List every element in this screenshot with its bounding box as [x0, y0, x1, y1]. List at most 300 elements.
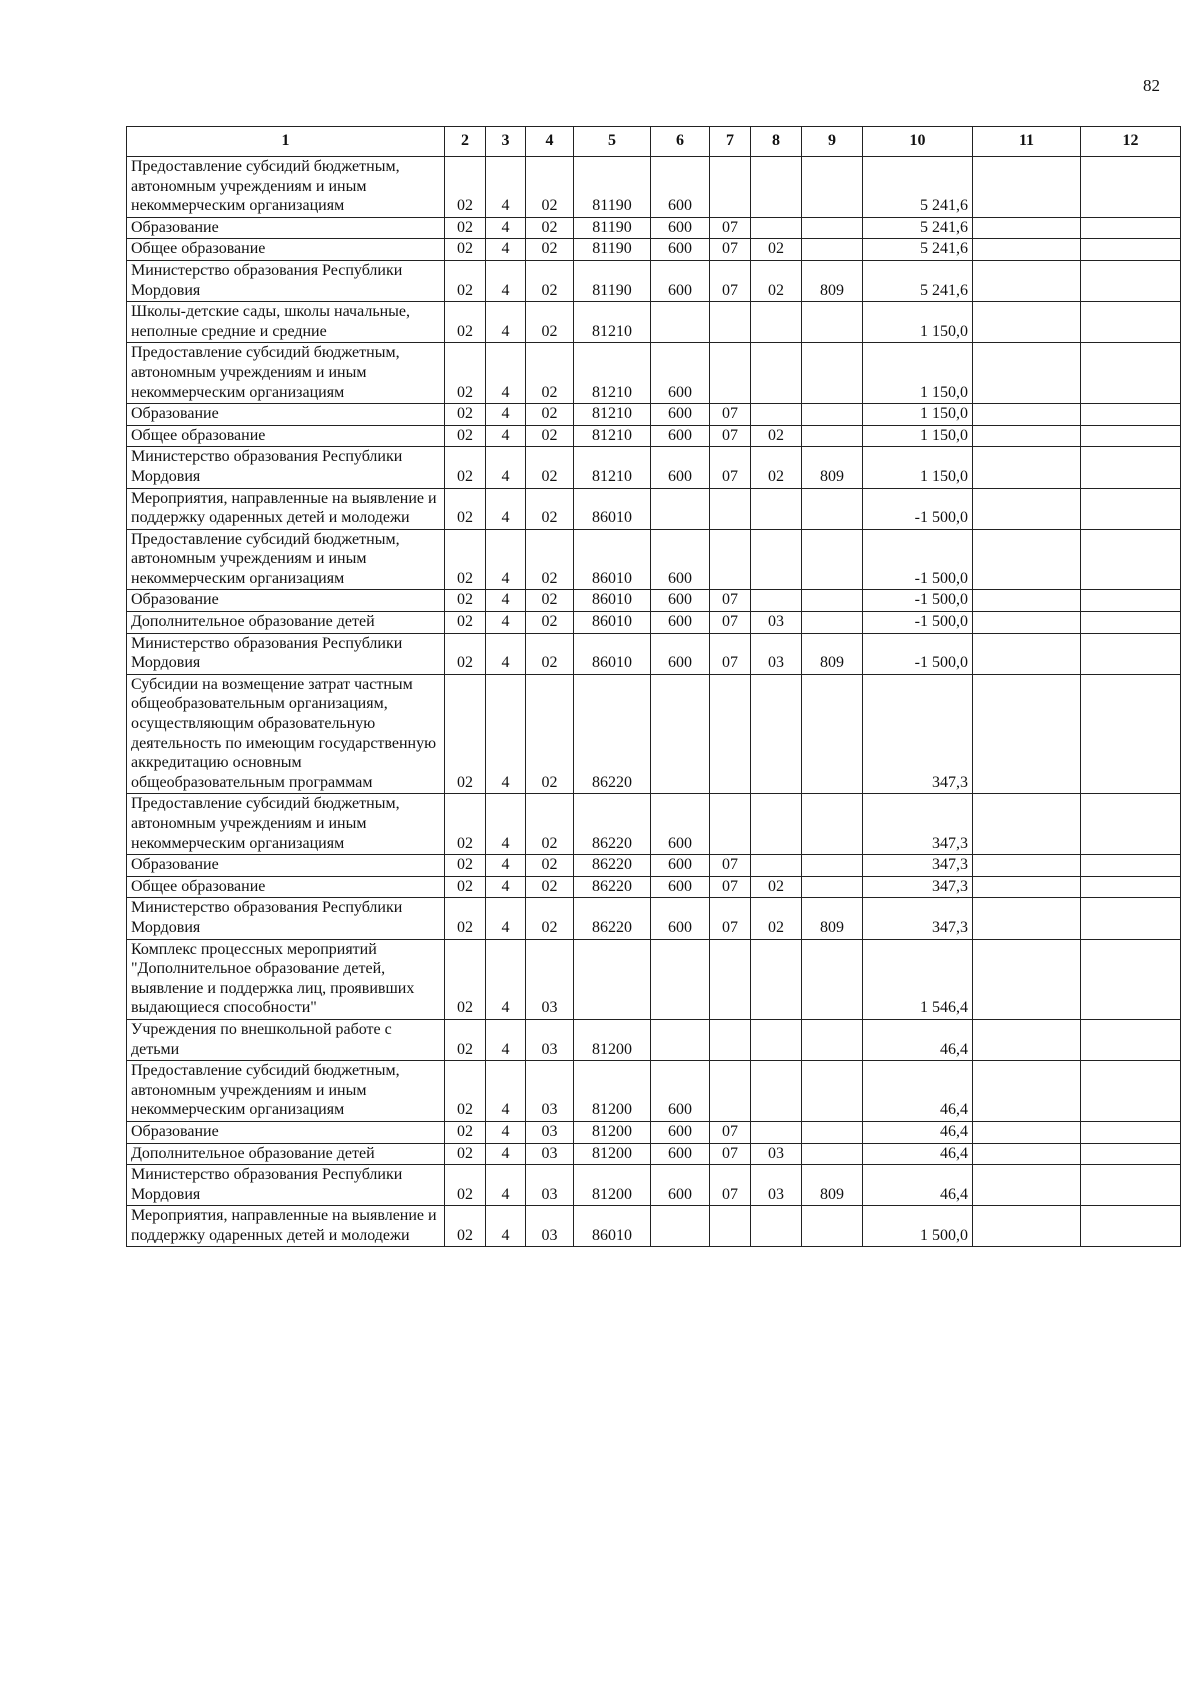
- code-cell: 809: [802, 260, 863, 301]
- code-cell: 600: [651, 217, 710, 239]
- code-cell: [751, 590, 802, 612]
- column-header: 11: [973, 127, 1081, 157]
- code-cell: 86220: [574, 674, 651, 794]
- col11-cell: [973, 404, 1081, 426]
- code-cell: 02: [445, 939, 486, 1019]
- col12-cell: [1081, 939, 1181, 1019]
- code-cell: [751, 794, 802, 855]
- col11-cell: [973, 1121, 1081, 1143]
- code-cell: [710, 343, 751, 404]
- col11-cell: [973, 239, 1081, 261]
- code-cell: 02: [445, 674, 486, 794]
- code-cell: 4: [486, 260, 526, 301]
- code-cell: 02: [445, 157, 486, 218]
- code-cell: 86010: [574, 633, 651, 674]
- code-cell: 02: [526, 590, 574, 612]
- code-cell: 02: [526, 447, 574, 488]
- row-name-cell: Образование: [127, 855, 445, 877]
- code-cell: 02: [445, 260, 486, 301]
- code-cell: 03: [526, 1121, 574, 1143]
- code-cell: 02: [526, 876, 574, 898]
- code-cell: 81200: [574, 1121, 651, 1143]
- code-cell: 02: [445, 1061, 486, 1122]
- amount-cell: 46,4: [863, 1143, 973, 1165]
- code-cell: 81190: [574, 217, 651, 239]
- table-row: [127, 876, 1181, 898]
- code-cell: 02: [445, 876, 486, 898]
- code-cell: 07: [710, 425, 751, 447]
- table-row: [127, 425, 1181, 447]
- code-cell: 4: [486, 302, 526, 343]
- code-cell: 02: [445, 302, 486, 343]
- code-cell: 07: [710, 855, 751, 877]
- col11-cell: [973, 217, 1081, 239]
- code-cell: 4: [486, 529, 526, 590]
- code-cell: [651, 1019, 710, 1060]
- amount-cell: 5 241,6: [863, 260, 973, 301]
- code-cell: 600: [651, 425, 710, 447]
- code-cell: [802, 239, 863, 261]
- code-cell: [710, 302, 751, 343]
- code-cell: [710, 794, 751, 855]
- col12-cell: [1081, 529, 1181, 590]
- col12-cell: [1081, 260, 1181, 301]
- col11-cell: [973, 633, 1081, 674]
- header-row: [127, 127, 1181, 157]
- code-cell: 07: [710, 260, 751, 301]
- code-cell: 02: [445, 529, 486, 590]
- code-cell: 81210: [574, 404, 651, 426]
- code-cell: [710, 1206, 751, 1247]
- code-cell: 600: [651, 590, 710, 612]
- code-cell: 4: [486, 239, 526, 261]
- col12-cell: [1081, 343, 1181, 404]
- amount-cell: 347,3: [863, 898, 973, 939]
- table-row: [127, 674, 1181, 794]
- code-cell: [802, 302, 863, 343]
- code-cell: 02: [445, 1165, 486, 1206]
- code-cell: 02: [445, 217, 486, 239]
- code-cell: 02: [526, 425, 574, 447]
- code-cell: [802, 590, 863, 612]
- code-cell: 02: [526, 239, 574, 261]
- row-name-cell: Предоставление субсидий бюджетным, автономным учреждениям и иным некоммерческим организациям: [127, 343, 445, 404]
- col12-cell: [1081, 404, 1181, 426]
- code-cell: 4: [486, 1165, 526, 1206]
- code-cell: [651, 302, 710, 343]
- amount-cell: 46,4: [863, 1061, 973, 1122]
- col12-cell: [1081, 1061, 1181, 1122]
- table-row: [127, 633, 1181, 674]
- column-header: 9: [802, 127, 863, 157]
- code-cell: 02: [526, 260, 574, 301]
- table-row: [127, 794, 1181, 855]
- row-name-cell: Образование: [127, 1121, 445, 1143]
- code-cell: 07: [710, 633, 751, 674]
- column-header: 2: [445, 127, 486, 157]
- amount-cell: 347,3: [863, 674, 973, 794]
- code-cell: 86220: [574, 876, 651, 898]
- code-cell: [751, 939, 802, 1019]
- code-cell: 81210: [574, 343, 651, 404]
- code-cell: 81210: [574, 302, 651, 343]
- code-cell: [651, 939, 710, 1019]
- code-cell: 4: [486, 590, 526, 612]
- code-cell: 02: [445, 488, 486, 529]
- code-cell: [751, 157, 802, 218]
- code-cell: 81200: [574, 1061, 651, 1122]
- table-row: [127, 1019, 1181, 1060]
- code-cell: [751, 674, 802, 794]
- code-cell: 81200: [574, 1165, 651, 1206]
- code-cell: 02: [526, 612, 574, 634]
- col11-cell: [973, 855, 1081, 877]
- code-cell: [802, 404, 863, 426]
- column-header: 1: [127, 127, 445, 157]
- code-cell: 600: [651, 898, 710, 939]
- code-cell: 4: [486, 855, 526, 877]
- col11-cell: [973, 939, 1081, 1019]
- code-cell: [802, 794, 863, 855]
- col12-cell: [1081, 488, 1181, 529]
- code-cell: 07: [710, 1165, 751, 1206]
- code-cell: 81190: [574, 260, 651, 301]
- table-body: [127, 157, 1181, 1247]
- code-cell: 600: [651, 1061, 710, 1122]
- code-cell: [802, 939, 863, 1019]
- code-cell: [751, 855, 802, 877]
- code-cell: 02: [526, 404, 574, 426]
- row-name-cell: Субсидии на возмещение затрат частным общеобразовательным организациям, осуществляющим образовательную деятельность по имеющим государственную аккредитацию основным общеобразовательным программам: [127, 674, 445, 794]
- amount-cell: -1 500,0: [863, 529, 973, 590]
- code-cell: 02: [445, 794, 486, 855]
- amount-cell: 1 500,0: [863, 1206, 973, 1247]
- code-cell: 02: [526, 898, 574, 939]
- row-name-cell: Предоставление субсидий бюджетным, автономным учреждениям и иным некоммерческим организациям: [127, 1061, 445, 1122]
- code-cell: 03: [751, 612, 802, 634]
- amount-cell: -1 500,0: [863, 488, 973, 529]
- code-cell: 4: [486, 217, 526, 239]
- code-cell: 02: [526, 633, 574, 674]
- code-cell: [751, 217, 802, 239]
- col12-cell: [1081, 855, 1181, 877]
- code-cell: 600: [651, 612, 710, 634]
- col11-cell: [973, 343, 1081, 404]
- code-cell: 02: [445, 1143, 486, 1165]
- row-name-cell: Образование: [127, 590, 445, 612]
- col12-cell: [1081, 239, 1181, 261]
- code-cell: 600: [651, 1121, 710, 1143]
- table-row: [127, 590, 1181, 612]
- code-cell: 4: [486, 1206, 526, 1247]
- code-cell: [710, 939, 751, 1019]
- code-cell: 86010: [574, 529, 651, 590]
- row-name-cell: Предоставление субсидий бюджетным, автономным учреждениям и иным некоммерческим организациям: [127, 794, 445, 855]
- code-cell: 02: [445, 343, 486, 404]
- code-cell: [751, 1206, 802, 1247]
- code-cell: 02: [445, 447, 486, 488]
- amount-cell: -1 500,0: [863, 633, 973, 674]
- code-cell: [802, 1019, 863, 1060]
- col11-cell: [973, 1206, 1081, 1247]
- row-name-cell: Министерство образования Республики Мордовия: [127, 898, 445, 939]
- row-name-cell: Министерство образования Республики Мордовия: [127, 633, 445, 674]
- code-cell: 81190: [574, 157, 651, 218]
- column-header: 5: [574, 127, 651, 157]
- col11-cell: [973, 674, 1081, 794]
- column-header: 3: [486, 127, 526, 157]
- code-cell: [751, 488, 802, 529]
- code-cell: 02: [445, 404, 486, 426]
- col12-cell: [1081, 1165, 1181, 1206]
- col12-cell: [1081, 794, 1181, 855]
- code-cell: 02: [526, 855, 574, 877]
- code-cell: 02: [445, 590, 486, 612]
- column-header: 8: [751, 127, 802, 157]
- table-row: [127, 260, 1181, 301]
- code-cell: [751, 404, 802, 426]
- code-cell: 02: [445, 239, 486, 261]
- code-cell: [751, 529, 802, 590]
- row-name-cell: Мероприятия, направленные на выявление и поддержку одаренных детей и молодежи: [127, 488, 445, 529]
- code-cell: 809: [802, 898, 863, 939]
- code-cell: 86010: [574, 1206, 651, 1247]
- code-cell: 02: [445, 633, 486, 674]
- code-cell: 03: [526, 1143, 574, 1165]
- amount-cell: 5 241,6: [863, 217, 973, 239]
- row-name-cell: Школы-детские сады, школы начальные, неполные средние и средние: [127, 302, 445, 343]
- code-cell: 600: [651, 447, 710, 488]
- code-cell: [802, 1061, 863, 1122]
- col12-cell: [1081, 590, 1181, 612]
- code-cell: [751, 343, 802, 404]
- table-row: [127, 157, 1181, 218]
- code-cell: 4: [486, 343, 526, 404]
- code-cell: [751, 302, 802, 343]
- col12-cell: [1081, 876, 1181, 898]
- code-cell: 4: [486, 633, 526, 674]
- code-cell: 02: [445, 855, 486, 877]
- table-row: [127, 1206, 1181, 1247]
- row-name-cell: Общее образование: [127, 876, 445, 898]
- code-cell: 809: [802, 447, 863, 488]
- column-header: 6: [651, 127, 710, 157]
- col12-cell: [1081, 898, 1181, 939]
- col12-cell: [1081, 425, 1181, 447]
- col12-cell: [1081, 1121, 1181, 1143]
- amount-cell: 1 150,0: [863, 343, 973, 404]
- row-name-cell: Общее образование: [127, 425, 445, 447]
- code-cell: [574, 939, 651, 1019]
- row-name-cell: Министерство образования Республики Мордовия: [127, 447, 445, 488]
- code-cell: 600: [651, 404, 710, 426]
- row-name-cell: Предоставление субсидий бюджетным, автономным учреждениям и иным некоммерческим организациям: [127, 157, 445, 218]
- code-cell: 03: [526, 1165, 574, 1206]
- amount-cell: 46,4: [863, 1165, 973, 1206]
- code-cell: 81210: [574, 447, 651, 488]
- amount-cell: 5 241,6: [863, 239, 973, 261]
- code-cell: 03: [526, 939, 574, 1019]
- code-cell: [802, 425, 863, 447]
- code-cell: 02: [445, 898, 486, 939]
- code-cell: 81190: [574, 239, 651, 261]
- col12-cell: [1081, 217, 1181, 239]
- col12-cell: [1081, 612, 1181, 634]
- amount-cell: -1 500,0: [863, 590, 973, 612]
- code-cell: 02: [526, 157, 574, 218]
- code-cell: 600: [651, 239, 710, 261]
- code-cell: [802, 855, 863, 877]
- code-cell: 02: [526, 302, 574, 343]
- code-cell: 4: [486, 488, 526, 529]
- code-cell: 03: [751, 633, 802, 674]
- code-cell: 4: [486, 1121, 526, 1143]
- row-name-cell: Комплекс процессных мероприятий "Дополнительное образование детей, выявление и поддержка лиц, проявивших выдающиеся способности": [127, 939, 445, 1019]
- amount-cell: 347,3: [863, 794, 973, 855]
- code-cell: [802, 674, 863, 794]
- code-cell: 07: [710, 447, 751, 488]
- code-cell: 86220: [574, 794, 651, 855]
- code-cell: 02: [751, 425, 802, 447]
- amount-cell: 1 546,4: [863, 939, 973, 1019]
- code-cell: 81210: [574, 425, 651, 447]
- table-row: [127, 447, 1181, 488]
- code-cell: [710, 157, 751, 218]
- col11-cell: [973, 590, 1081, 612]
- amount-cell: -1 500,0: [863, 612, 973, 634]
- code-cell: 600: [651, 1165, 710, 1206]
- table-row: [127, 217, 1181, 239]
- code-cell: 4: [486, 404, 526, 426]
- code-cell: 02: [445, 1019, 486, 1060]
- code-cell: 02: [526, 794, 574, 855]
- code-cell: [751, 1061, 802, 1122]
- col11-cell: [973, 794, 1081, 855]
- code-cell: [802, 1121, 863, 1143]
- code-cell: 07: [710, 1143, 751, 1165]
- code-cell: 02: [751, 260, 802, 301]
- code-cell: 86220: [574, 898, 651, 939]
- code-cell: 03: [526, 1019, 574, 1060]
- code-cell: 81200: [574, 1143, 651, 1165]
- col12-cell: [1081, 1206, 1181, 1247]
- code-cell: 03: [526, 1206, 574, 1247]
- col11-cell: [973, 1143, 1081, 1165]
- column-header: 10: [863, 127, 973, 157]
- code-cell: 86010: [574, 488, 651, 529]
- row-name-cell: Общее образование: [127, 239, 445, 261]
- row-name-cell: Учреждения по внешкольной работе с детьми: [127, 1019, 445, 1060]
- code-cell: [802, 1206, 863, 1247]
- col12-cell: [1081, 633, 1181, 674]
- amount-cell: 46,4: [863, 1121, 973, 1143]
- code-cell: 86010: [574, 590, 651, 612]
- table-row: [127, 302, 1181, 343]
- code-cell: [710, 488, 751, 529]
- table-row: [127, 529, 1181, 590]
- code-cell: 07: [710, 217, 751, 239]
- row-name-cell: Министерство образования Республики Мордовия: [127, 1165, 445, 1206]
- col11-cell: [973, 425, 1081, 447]
- code-cell: [802, 1143, 863, 1165]
- col12-cell: [1081, 1143, 1181, 1165]
- table-row: [127, 488, 1181, 529]
- code-cell: 07: [710, 1121, 751, 1143]
- row-name-cell: Дополнительное образование детей: [127, 1143, 445, 1165]
- code-cell: 600: [651, 633, 710, 674]
- amount-cell: 1 150,0: [863, 302, 973, 343]
- code-cell: 02: [445, 425, 486, 447]
- table-row: [127, 1165, 1181, 1206]
- code-cell: 4: [486, 425, 526, 447]
- code-cell: 809: [802, 1165, 863, 1206]
- col11-cell: [973, 302, 1081, 343]
- amount-cell: 5 241,6: [863, 157, 973, 218]
- column-header: 4: [526, 127, 574, 157]
- col11-cell: [973, 447, 1081, 488]
- code-cell: 86220: [574, 855, 651, 877]
- page-number: 82: [1143, 76, 1160, 95]
- code-cell: 02: [526, 674, 574, 794]
- code-cell: 02: [445, 1121, 486, 1143]
- code-cell: [651, 1206, 710, 1247]
- code-cell: 4: [486, 898, 526, 939]
- amount-cell: 46,4: [863, 1019, 973, 1060]
- code-cell: 4: [486, 1143, 526, 1165]
- code-cell: 03: [751, 1165, 802, 1206]
- code-cell: 02: [526, 488, 574, 529]
- col12-cell: [1081, 157, 1181, 218]
- code-cell: [802, 343, 863, 404]
- col11-cell: [973, 1165, 1081, 1206]
- table-row: [127, 404, 1181, 426]
- column-header: 7: [710, 127, 751, 157]
- code-cell: [802, 612, 863, 634]
- code-cell: 600: [651, 855, 710, 877]
- code-cell: 4: [486, 794, 526, 855]
- code-cell: [651, 674, 710, 794]
- code-cell: 02: [751, 876, 802, 898]
- col12-cell: [1081, 302, 1181, 343]
- code-cell: 600: [651, 260, 710, 301]
- amount-cell: 1 150,0: [863, 447, 973, 488]
- code-cell: [710, 529, 751, 590]
- code-cell: 02: [445, 612, 486, 634]
- code-cell: 02: [526, 529, 574, 590]
- amount-cell: 347,3: [863, 876, 973, 898]
- table-row: [127, 343, 1181, 404]
- code-cell: 4: [486, 447, 526, 488]
- table-row: [127, 1143, 1181, 1165]
- col11-cell: [973, 1019, 1081, 1060]
- table-row: [127, 939, 1181, 1019]
- col11-cell: [973, 488, 1081, 529]
- code-cell: 02: [526, 343, 574, 404]
- code-cell: 02: [751, 239, 802, 261]
- code-cell: 600: [651, 529, 710, 590]
- code-cell: 02: [445, 1206, 486, 1247]
- code-cell: 03: [751, 1143, 802, 1165]
- code-cell: [802, 217, 863, 239]
- code-cell: 600: [651, 794, 710, 855]
- amount-cell: 347,3: [863, 855, 973, 877]
- table-row: [127, 612, 1181, 634]
- code-cell: 07: [710, 876, 751, 898]
- code-cell: 07: [710, 590, 751, 612]
- col11-cell: [973, 260, 1081, 301]
- code-cell: 4: [486, 1019, 526, 1060]
- col11-cell: [973, 612, 1081, 634]
